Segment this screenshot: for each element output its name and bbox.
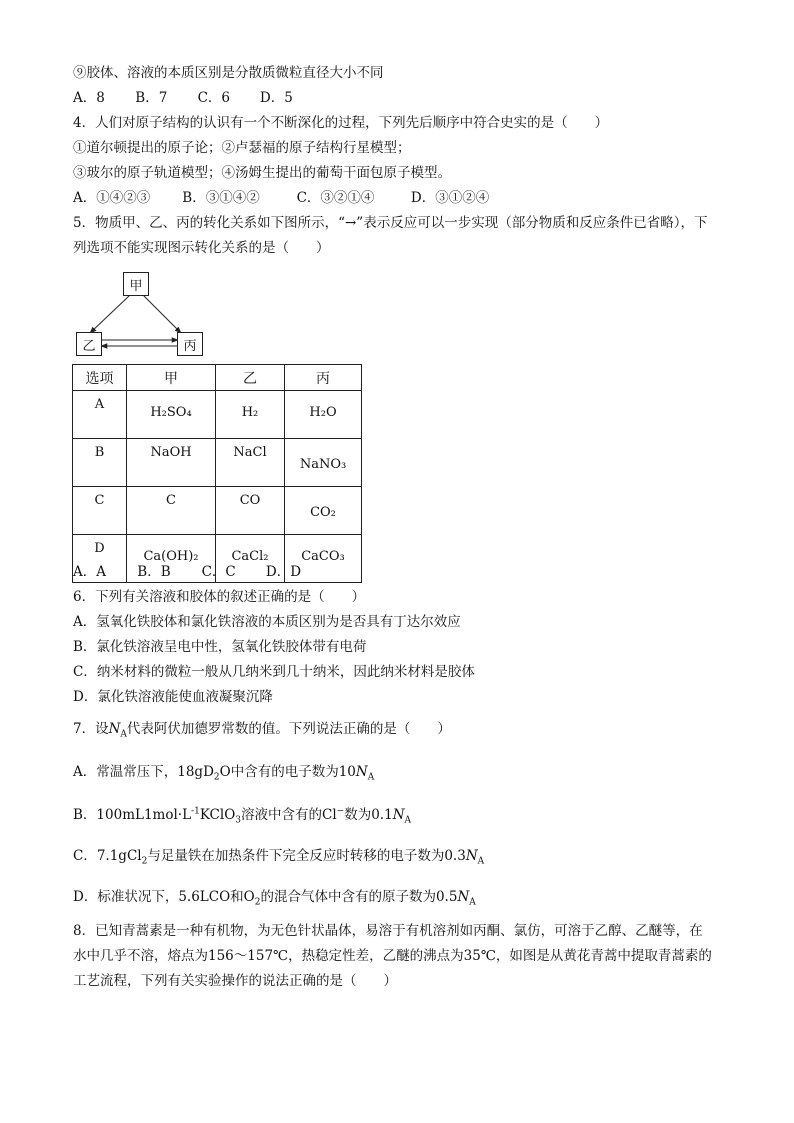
arrow-jia-to-bing bbox=[143, 295, 181, 333]
q7-c-subscript: 2 bbox=[141, 856, 148, 867]
na-subscript: A bbox=[120, 729, 127, 740]
na-subscript: A bbox=[367, 772, 375, 783]
q5-option-a[interactable]: A．A bbox=[73, 564, 106, 580]
q8-line-2: 水中几乎不溶，熔点为156～157℃，热稳定性差，乙醚的沸点为35℃，如图是从黄花青蒿中提取青蒿素的 bbox=[73, 948, 712, 964]
q7-b-superscript-2: − bbox=[336, 806, 345, 817]
q6-option-c[interactable]: C．纳米材料的微粒一般从几纳米到几十纳米，因此纳米材料是胶体 bbox=[73, 664, 475, 680]
header-option: 选项 bbox=[73, 365, 127, 391]
q7-b-text-3: 溶液中含有的Cl bbox=[241, 807, 337, 823]
cell-bing: H₂O bbox=[309, 405, 337, 420]
q7-a-text-2: O中含有的电子数为10 bbox=[219, 764, 356, 780]
cell-bing: CO₂ bbox=[310, 505, 336, 520]
q3-option-b[interactable]: B．7 bbox=[135, 90, 168, 106]
q3-option-c[interactable]: C．6 bbox=[197, 90, 231, 106]
na-symbol: N bbox=[392, 807, 405, 823]
q7-option-c[interactable] bbox=[73, 847, 484, 865]
cell-bing: CaCO₃ bbox=[301, 549, 345, 564]
q7-b-subscript: 3 bbox=[235, 815, 241, 826]
q5-options-table bbox=[72, 364, 362, 583]
conversion-diagram-arrows bbox=[0, 0, 794, 360]
q7-stem-prefix: 7．设 bbox=[73, 721, 109, 737]
cell-yi: NaCl bbox=[233, 445, 267, 460]
cell-jia: H₂SO₄ bbox=[150, 405, 192, 420]
cell-jia: C bbox=[166, 493, 176, 508]
row-option: B bbox=[73, 439, 127, 487]
q5-option-b[interactable]: B．B bbox=[137, 564, 171, 580]
row-option: D bbox=[73, 535, 127, 583]
q7-stem bbox=[73, 720, 451, 738]
diagram-node-yi: 乙 bbox=[76, 332, 102, 356]
q5-options bbox=[73, 563, 301, 581]
q7-b-text-4: 数为0.1 bbox=[344, 807, 393, 823]
cell-jia: Ca(OH)₂ bbox=[143, 549, 199, 564]
question-item-9: ⑨胶体、溶液的本质区别是分散质微粒直径大小不同 bbox=[73, 65, 384, 81]
na-subscript: A bbox=[404, 815, 411, 826]
q7-d-text-1: D．标准状况下，5.6LCO和O bbox=[73, 889, 255, 905]
q7-b-text-2: KClO bbox=[199, 807, 236, 823]
diagram-node-bing: 丙 bbox=[177, 332, 203, 356]
q7-c-text-2: 与足量铁在加热条件下完全反应时转移的电子数为0.3 bbox=[147, 848, 466, 864]
cell-yi: H₂ bbox=[241, 405, 259, 420]
q6-option-a[interactable]: A．氢氧化铁胶体和氯化铁溶液的本质区别为是否具有丁达尔效应 bbox=[73, 614, 461, 630]
q4-stem: 4．人们对原子结构的认识有一个不断深化的过程，下列先后顺序中符合史实的是（ ） bbox=[73, 115, 609, 131]
na-symbol: N bbox=[465, 848, 478, 864]
q5-stem-line-2: 列选项不能实现图示转化关系的是（ ） bbox=[73, 240, 330, 256]
q5-option-c[interactable]: C．C bbox=[201, 564, 236, 580]
q6-stem: 6．下列有关溶液和胶体的叙述正确的是（ ） bbox=[73, 589, 366, 605]
row-option: C bbox=[73, 487, 127, 535]
q7-d-text-2: 的混合气体中含有的原子数为0.5 bbox=[260, 889, 458, 905]
q7-a-subscript: 2 bbox=[213, 772, 220, 783]
q8-line-1: 8．已知青蒿素是一种有机物，为无色针状晶体，易溶于有机溶剂如丙酮、氯仿，可溶于乙醇、乙醚等，在 bbox=[73, 923, 703, 939]
q3-option-d[interactable]: D．5 bbox=[259, 90, 293, 106]
cell-yi: CaCl₂ bbox=[231, 549, 269, 564]
diagram-node-jia: 甲 bbox=[123, 272, 149, 296]
header-bing: 丙 bbox=[285, 365, 362, 391]
q4-line-2: ③玻尔的原子轨道模型；④汤姆生提出的葡萄干面包原子模型。 bbox=[73, 165, 451, 181]
q4-option-c[interactable]: C．③②①④ bbox=[296, 190, 375, 206]
na-subscript: A bbox=[469, 897, 476, 908]
q7-b-superscript: -1 bbox=[191, 806, 200, 817]
q7-stem-suffix: 代表阿伏加德罗常数的值。下列说法正确的是（ ） bbox=[126, 721, 451, 737]
q7-option-d[interactable] bbox=[73, 888, 476, 906]
q6-option-d[interactable]: D．氯化铁溶液能使血液凝聚沉降 bbox=[73, 689, 273, 705]
q4-line-1: ①道尔顿提出的原子论；②卢瑟福的原子结构行星模型； bbox=[73, 140, 411, 156]
table-row bbox=[73, 439, 362, 487]
q7-a-text-1: A．常温常压下，18gD bbox=[73, 764, 214, 780]
q4-option-b[interactable]: B．③①④② bbox=[182, 190, 260, 206]
cell-jia: NaOH bbox=[150, 445, 192, 460]
na-symbol: N bbox=[108, 721, 121, 737]
header-yi: 乙 bbox=[216, 365, 285, 391]
q3-option-a[interactable]: A．8 bbox=[73, 90, 105, 106]
na-symbol: N bbox=[355, 764, 368, 780]
q8-line-3: 工艺流程，下列有关实验操作的说法正确的是（ ） bbox=[73, 973, 397, 989]
row-option: A bbox=[73, 391, 127, 439]
arrow-jia-to-yi bbox=[90, 295, 130, 333]
cell-bing: NaNO₃ bbox=[299, 457, 347, 472]
q4-option-d[interactable]: D．③①②④ bbox=[410, 190, 490, 206]
table-header-row bbox=[73, 365, 362, 391]
q7-c-text-1: C．7.1gCl bbox=[73, 848, 142, 864]
q7-option-a[interactable] bbox=[73, 763, 374, 781]
table-row bbox=[73, 487, 362, 535]
q7-option-b[interactable] bbox=[73, 806, 411, 824]
q4-option-a[interactable]: A．①④②③ bbox=[73, 190, 151, 206]
q6-option-b[interactable]: B．氯化铁溶液呈电中性，氢氧化铁胶体带有电荷 bbox=[73, 639, 367, 655]
table-row bbox=[73, 391, 362, 439]
na-subscript: A bbox=[477, 856, 485, 867]
na-symbol: N bbox=[457, 889, 470, 905]
q7-d-subscript: 2 bbox=[254, 897, 261, 908]
q7-b-text-1: B．100mL1mol·L bbox=[73, 807, 192, 823]
header-jia: 甲 bbox=[127, 365, 216, 391]
q5-stem-line-1: 5．物质甲、乙、丙的转化关系如下图所示，“→”表示反应可以一步实现（部分物质和反应条件已省略），下 bbox=[73, 215, 708, 231]
cell-yi: CO bbox=[239, 493, 261, 508]
q5-option-d[interactable]: D．D bbox=[265, 564, 302, 580]
